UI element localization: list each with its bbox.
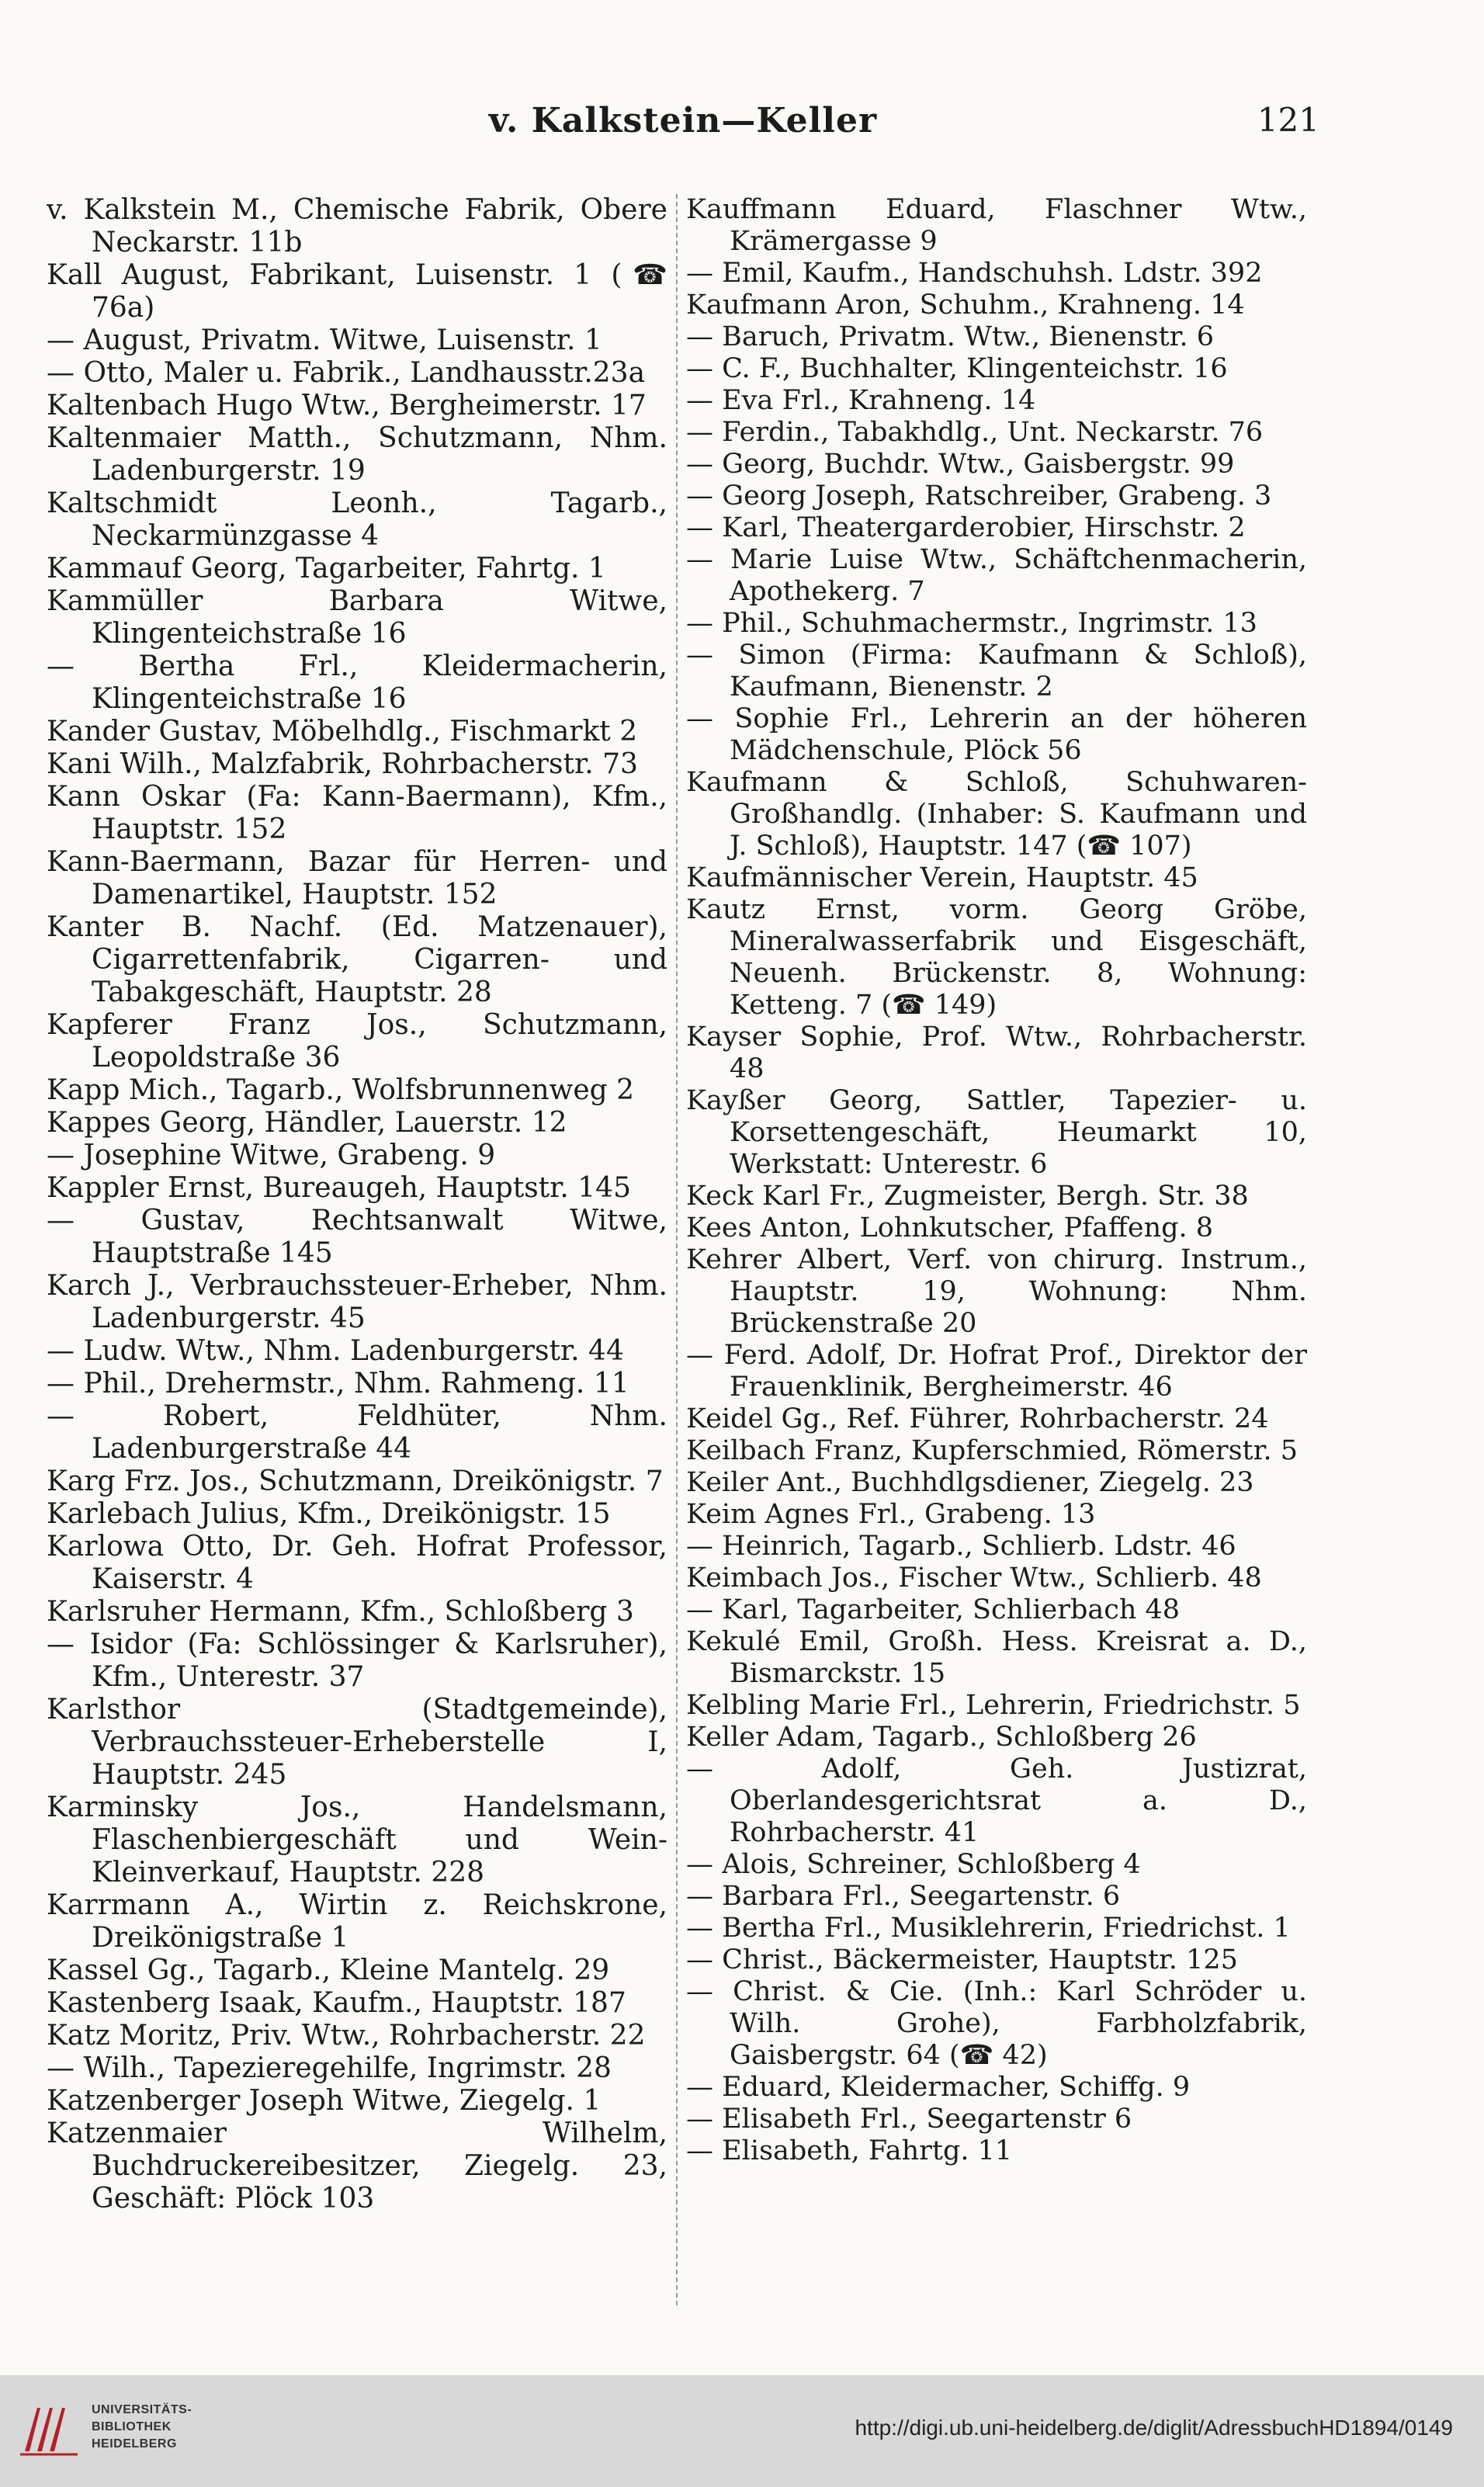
right-column (686, 194, 1307, 2167)
directory-entry: Kappes Georg, Händler, Lauerstr. 12 (47, 1107, 567, 1139)
directory-entry: Kaltenbach Hugo Wtw., Bergheimerstr. 17 (47, 390, 647, 421)
directory-entry: Kayser Sophie, Prof. Wtw., Rohrbacherstr. 48 (686, 1022, 1307, 1084)
directory-entry: — Alois, Schreiner, Schloßberg 4 (686, 1849, 1141, 1880)
directory-entry: Kander Gustav, Möbelhdlg., Fischmarkt 2 (47, 716, 638, 747)
directory-entry: Karch J., Verbrauchssteuer-Erheber, Nhm. Ladenburgerstr. 45 (47, 1270, 667, 1334)
directory-entry: — Phil., Schuhmachermstr., Ingrimstr. 13 (686, 608, 1257, 639)
library-name-line: HEIDELBERG (92, 2437, 177, 2451)
directory-columns (47, 194, 1319, 2313)
running-title: v. Kalkstein—Keller (488, 101, 878, 140)
directory-entry: Karlebach Julius, Kfm., Dreikönigstr. 15 (47, 1498, 611, 1530)
directory-entry: Kaufmann Aron, Schuhm., Krahneng. 14 (686, 290, 1245, 321)
directory-entry: Keck Karl Fr., Zugmeister, Bergh. Str. 38 (686, 1181, 1249, 1212)
directory-entry: Katz Moritz, Priv. Wtw., Rohrbacherstr. 22 (47, 2020, 646, 2052)
directory-entry: Keimbach Jos., Fischer Wtw., Schlierb. 48 (686, 1563, 1262, 1594)
directory-entry: Kayßer Georg, Sattler, Tapezier- u. Korsettengeschäft, Heumarkt 10, Werkstatt: Unterestr. 6 (686, 1085, 1307, 1180)
directory-entry: Kaufmännischer Verein, Hauptstr. 45 (686, 862, 1198, 893)
directory-entry: — Christ. & Cie. (Inh.: Karl Schröder u. Wilh. Grohe), Farbholzfabrik, Gaisbergstr. 64 (☎ 42) (686, 1976, 1307, 2071)
directory-entry: — Ferd. Adolf, Dr. Hofrat Prof., Direktor der Frauenklinik, Bergheimerstr. 46 (686, 1340, 1307, 1403)
directory-entry: v. Kalkstein M., Chemische Fabrik, Obere Neckarstr. 11b (47, 194, 667, 258)
directory-entry: — Karl, Tagarbeiter, Schlierbach 48 (686, 1594, 1181, 1625)
directory-entry: Kastenberg Isaak, Kaufm., Hauptstr. 187 (47, 1987, 626, 2019)
directory-entry: Kelbling Marie Frl., Lehrerin, Friedrichstr. 5 (686, 1690, 1301, 1721)
directory-entry: Kapp Mich., Tagarb., Wolfsbrunnenweg 2 (47, 1074, 635, 1106)
directory-entry: Karlsruher Hermann, Kfm., Schloßberg 3 (47, 1596, 634, 1628)
directory-entry: — Marie Luise Wtw., Schäftchenmacherin, Apothekerg. 7 (686, 544, 1307, 607)
directory-entry: Katzenmaier Wilhelm, Buchdruckereibesitzer, Ziegelg. 23, Geschäft: Plöck 103 (47, 2118, 667, 2215)
library-name-line: BIBLIOTHEK (92, 2420, 172, 2433)
directory-entry: — Phil., Drehermstr., Nhm. Rahmeng. 11 (47, 1368, 629, 1400)
directory-entry: Keilbach Franz, Kupferschmied, Römerstr. 5 (686, 1435, 1298, 1466)
directory-entry: — Simon (Firma: Kaufmann & Schloß), Kaufmann, Bienenstr. 2 (686, 640, 1307, 702)
directory-entry: — Karl, Theatergarderobier, Hirschstr. 2 (686, 512, 1246, 543)
directory-entry: Katzenberger Joseph Witwe, Ziegelg. 1 (47, 2085, 602, 2117)
directory-entry: Kaufmann & Schloß, Schuhwaren-Großhandlg. (Inhaber: S. Kaufmann und J. Schloß), Hauptstr. 147 (☎ 107) (686, 767, 1307, 862)
directory-entry: — Bertha Frl., Kleidermacherin, Klingenteichstraße 16 (47, 650, 667, 715)
directory-entry: Kaltschmidt Leonh., Tagarb., Neckarmünzgasse 4 (47, 487, 667, 552)
left-column (47, 194, 667, 2215)
directory-entry: Kall August, Fabrikant, Luisenstr. 1 (☎ 76a) (47, 259, 667, 324)
directory-entry: Karminsky Jos., Handelsmann, Flaschenbiergeschäft und Wein-Kleinverkauf, Hauptstr. 228 (47, 1792, 667, 1889)
directory-entry: Keim Agnes Frl., Grabeng. 13 (686, 1499, 1096, 1530)
directory-entry: Kassel Gg., Tagarb., Kleine Mantelg. 29 (47, 1955, 610, 1986)
directory-entry: Karlsthor (Stadtgemeinde), Verbrauchssteuer-Erheberstelle I, Hauptstr. 245 (47, 1694, 667, 1791)
directory-entry: Kaltenmaier Matth., Schutzmann, Nhm. Ladenburgerstr. 19 (47, 422, 667, 487)
column-divider (676, 194, 678, 2305)
directory-entry: Kees Anton, Lohnkutscher, Pfaffeng. 8 (686, 1212, 1214, 1244)
directory-entry: — Ferdin., Tabakhdlg., Unt. Neckarstr. 76 (686, 417, 1264, 448)
library-name (92, 2402, 192, 2453)
directory-entry: — Barbara Frl., Seegartenstr. 6 (686, 1881, 1121, 1912)
directory-entry: — Eva Frl., Krahneng. 14 (686, 385, 1036, 416)
directory-entry: Kautz Ernst, vorm. Georg Gröbe, Mineralwasserfabrik und Eisgeschäft, Neuenh. Brückenstr. 8, Wohnung: Ketteng. 7 (☎ 149) (686, 894, 1307, 1021)
library-logo-icon (14, 2400, 84, 2461)
source-url-link[interactable]: http://digi.ub.uni-heidelberg.de/diglit/AdressbuchHD1894/0149 (855, 2416, 1453, 2440)
directory-entry: Kammauf Georg, Tagarbeiter, Fahrtg. 1 (47, 553, 606, 584)
directory-entry: Kappler Ernst, Bureaugeh, Hauptstr. 145 (47, 1172, 631, 1204)
page-number: 121 (1257, 101, 1319, 139)
directory-entry: Karg Frz. Jos., Schutzmann, Dreikönigstr. 7 (47, 1465, 664, 1497)
directory-entry: — Ludw. Wtw., Nhm. Ladenburgerstr. 44 (47, 1335, 624, 1367)
directory-entry: Keidel Gg., Ref. Führer, Rohrbacherstr. 24 (686, 1403, 1269, 1434)
directory-entry: Karrmann A., Wirtin z. Reichskrone, Dreikönigstraße 1 (47, 1889, 667, 1954)
directory-entry: — Heinrich, Tagarb., Schlierb. Ldstr. 46 (686, 1531, 1236, 1562)
directory-entry: — Christ., Bäckermeister, Hauptstr. 125 (686, 1944, 1238, 1975)
directory-entry: Kammüller Barbara Witwe, Klingenteichstraße 16 (47, 585, 667, 650)
directory-entry: — Emil, Kaufm., Handschuhsh. Ldstr. 392 (686, 258, 1263, 289)
directory-entry: — Gustav, Rechtsanwalt Witwe, Hauptstraße 145 (47, 1205, 667, 1269)
directory-entry: Kapferer Franz Jos., Schutzmann, Leopoldstraße 36 (47, 1009, 667, 1074)
directory-entry: — Eduard, Kleidermacher, Schiffg. 9 (686, 2072, 1191, 2103)
directory-entry: Kauffmann Eduard, Flaschner Wtw., Krämergasse 9 (686, 194, 1307, 257)
directory-entry: Kanter B. Nachf. (Ed. Matzenauer), Cigarrettenfabrik, Cigarren- und Tabakgeschäft, Hauptstr. 28 (47, 911, 667, 1008)
directory-entry: — August, Privatm. Witwe, Luisenstr. 1 (47, 324, 602, 356)
directory-entry: Keller Adam, Tagarb., Schloßberg 26 (686, 1722, 1197, 1753)
directory-entry: — Robert, Feldhüter, Nhm. Ladenburgerstraße 44 (47, 1400, 667, 1465)
library-name-line: UNIVERSITÄTS- (92, 2403, 192, 2416)
directory-entry: Kehrer Albert, Verf. von chirurg. Instrum., Hauptstr. 19, Wohnung: Nhm. Brückenstraße 20 (686, 1244, 1307, 1339)
directory-entry: — Wilh., Tapezieregehilfe, Ingrimstr. 28 (47, 2052, 612, 2084)
page-header (47, 101, 1319, 155)
directory-entry: Keiler Ant., Buchhdlgsdiener, Ziegelg. 23 (686, 1467, 1254, 1498)
footer-bar (0, 2375, 1484, 2487)
directory-entry: — Bertha Frl., Musiklehrerin, Friedrichst. 1 (686, 1913, 1291, 1944)
directory-entry: — Josephine Witwe, Grabeng. 9 (47, 1139, 496, 1171)
directory-entry: — Sophie Frl., Lehrerin an der höheren Mädchenschule, Plöck 56 (686, 703, 1307, 766)
directory-entry: Kekulé Emil, Großh. Hess. Kreisrat a. D., Bismarckstr. 15 (686, 1626, 1307, 1689)
directory-entry: — Georg, Buchdr. Wtw., Gaisbergstr. 99 (686, 449, 1235, 480)
directory-entry: — Isidor (Fa: Schlössinger & Karlsruher), Kfm., Unterestr. 37 (47, 1629, 667, 1693)
directory-entry: — Otto, Maler u. Fabrik., Landhausstr.23a (47, 357, 646, 389)
directory-entry: Kani Wilh., Malzfabrik, Rohrbacherstr. 73 (47, 748, 638, 780)
directory-entry: Karlowa Otto, Dr. Geh. Hofrat Professor, Kaiserstr. 4 (47, 1531, 667, 1595)
directory-entry: — Adolf, Geh. Justizrat, Oberlandesgerichtsrat a. D., Rohrbacherstr. 41 (686, 1753, 1307, 1848)
directory-entry: Kann Oskar (Fa: Kann-Baermann), Kfm., Hauptstr. 152 (47, 781, 667, 845)
directory-entry: — Elisabeth, Fahrtg. 11 (686, 2135, 1013, 2166)
directory-entry: — Elisabeth Frl., Seegartenstr 6 (686, 2104, 1132, 2135)
directory-entry: Kann-Baermann, Bazar für Herren- und Damenartikel, Hauptstr. 152 (47, 846, 667, 911)
directory-entry: — Georg Joseph, Ratschreiber, Grabeng. 3 (686, 480, 1272, 512)
directory-entry: — C. F., Buchhalter, Klingenteichstr. 16 (686, 353, 1228, 384)
directory-entry: — Baruch, Privatm. Wtw., Bienenstr. 6 (686, 321, 1215, 352)
